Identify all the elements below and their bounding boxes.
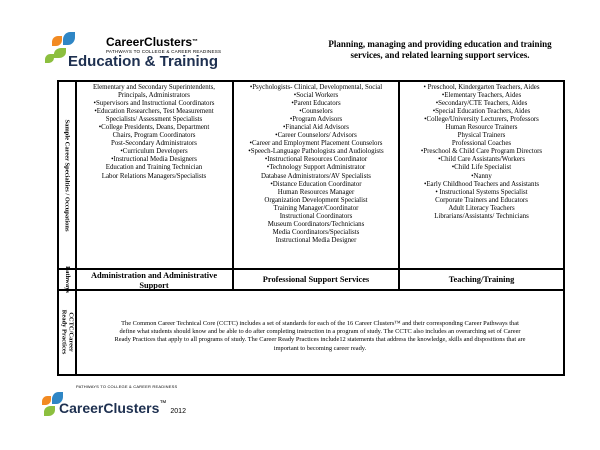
occupation-item: Media Coordinators/Specialists [272,228,360,236]
cctc-line: The Common Career Technical Core (CCTC) includes a set of standards for each of the 16 Career Clusters™ and their corresponding Career Pathways that [121,320,519,327]
occupations-list-teaching [400,84,563,221]
occupation-item: •Technology Support Administrator [266,164,366,172]
occupation-item: Training Manager/Coordinator [273,204,359,212]
occupation-item: Principals, Administrators [118,92,190,100]
cctc-label-text [60,310,74,355]
occupation-item: •Nanny [471,172,492,180]
occupation-item: •Instructional Media Designers [111,156,197,164]
occupation-item: •Education Researchers, Test Measurement [94,108,214,116]
occupation-item: Database Administrators/AV Specialists [261,172,371,180]
occupation-item: Museum Coordinators/Technicians [267,220,365,228]
occupation-item: Post-Secondary Administrators [111,140,197,148]
cctc-line: important to becoming career ready. [273,344,367,352]
occupation-item: •Preschool & Child Care Program Directors [420,148,543,156]
cctc-label-line: Ready Practices [60,309,67,355]
footer-brand: CareerClusters [59,400,160,416]
footer-leaf-orange-icon [42,396,51,405]
leaf-green-small-icon [45,54,54,63]
leaf-blue-icon [63,32,75,45]
leaf-orange-icon [52,36,62,46]
occupation-item: •Curriculum Developers [120,148,188,156]
pathway-professional-support [234,275,398,285]
description-line: services, and related learning support services. [350,50,530,60]
footer-year: 2012 [170,408,186,415]
footer-trademark: ™ [159,400,167,407]
cluster-description [300,39,580,61]
occupation-item: Education and Training Technician [105,164,203,172]
occupations-list-professional-support [234,84,398,245]
occupations-row-label [59,82,75,268]
footer-tagline: PATHWAYS TO COLLEGE & CAREER READINESS [76,384,178,389]
occupation-item: •Counselors [299,108,333,116]
occupation-item: •College/University Lecturers, Professors [424,116,539,124]
occupation-item: •Financial Aid Advisors [283,124,349,132]
occupation-item: Adult Literacy Teachers [448,204,515,212]
cctc-label-line: CCTC/Career [67,312,74,352]
description-line: Planning, managing and providing education and training [328,39,552,49]
occupation-item: •Career and Employment Placement Counselors [249,140,383,148]
occupation-item: Librarians/Assistants/ Technicians [434,212,529,220]
header-trademark: ™ [192,39,199,45]
occupation-item: Human Resource Trainers [445,124,518,132]
occupation-item: •Speech-Language Pathologists and Audiologists [248,148,384,156]
leaf-green-icon [54,48,66,58]
cluster-title: Education & Training [68,53,219,70]
occupations-label-text: Sample Career Specialties / Occupations [63,118,71,232]
pathways-label-text: Pathways [63,265,71,293]
occupation-item: •College Presidents, Deans, Department [98,124,210,132]
occupation-item: •Child Care Assistants/Workers [438,156,525,164]
pathway-line: Support [139,281,169,290]
occupation-item: •Psychologists- Clinical, Developmental, Social [249,84,383,91]
occupation-item: •Parent Educators [291,100,341,108]
occupation-item: •Elementary Teachers, Aides [441,92,522,100]
header-tagline: PATHWAYS TO COLLEGE & CAREER READINESS [106,49,222,54]
footer-leaf-green-icon [44,406,55,416]
occupation-item: •Secondary/CTE Teachers, Aides [435,100,528,108]
occupation-item: •Social Workers [293,92,339,100]
header-brand: CareerClusters [106,35,193,49]
occupation-item: •Career Counselors/ Advisors [275,132,357,140]
occupation-item: Organization Development Specialist [264,196,368,204]
pathway-line: Teaching/Training [448,275,515,284]
occupation-item: Chairs, Program Coordinators [112,132,196,140]
occupation-item: •Early Childhood Teachers and Assistants [423,180,540,188]
occupation-item: •Instructional Resources Coordinator [264,156,368,164]
occupation-item: •Program Advisors [289,116,343,124]
cctc-line: define what students should know and be able to do after completing instruction in a program of study. The CCTC also includes an overarching set of Career [119,328,521,336]
pathway-line: Administration and Administrative [90,271,218,280]
pathways-table [57,80,565,376]
occupation-item: Specialists/ Assessment Specialists [105,116,203,124]
occupation-item: Labor Relations Managers/Specialists [101,172,207,180]
cctc-paragraph [79,320,561,353]
occupation-item: Corporate Trainers and Educators [435,196,528,204]
occupation-item: Human Resources Manager [277,188,355,196]
occupation-item: •Child Life Specialist [451,164,512,172]
occupations-list-administration [76,84,232,181]
occupation-item: Instructional Coordinators [279,212,353,220]
occupation-item: Elementary and Secondary Superintendents, [92,84,216,91]
occupation-item: •Special Education Teachers, Aides [432,108,531,116]
pathways-row-label [59,265,75,293]
header-logo [10,30,240,80]
pathway-teaching [400,275,563,285]
occupation-item: Physical Trainers [457,132,506,140]
pathway-line: Professional Support Services [262,275,370,284]
cctc-line: Ready Practices that apply to all programs of study. The Career Ready Practices include12 statements that address the knowledge, skills and dispositions that are [114,336,526,344]
pathway-administration [76,271,232,291]
occupation-item: •Distance Education Coordinator [270,180,362,188]
cctc-row-label [59,290,75,374]
occupation-item: • Instructional Systems Specialist [435,188,528,196]
footer-logo [36,384,236,424]
occupation-item: Professional Coaches [451,140,512,148]
occupation-item: Instructional Media Designer [275,236,357,244]
occupation-item: •Supervisors and Instructional Coordinators [93,100,215,108]
occupation-item: • Preschool, Kindergarten Teachers, Aides [423,84,540,91]
